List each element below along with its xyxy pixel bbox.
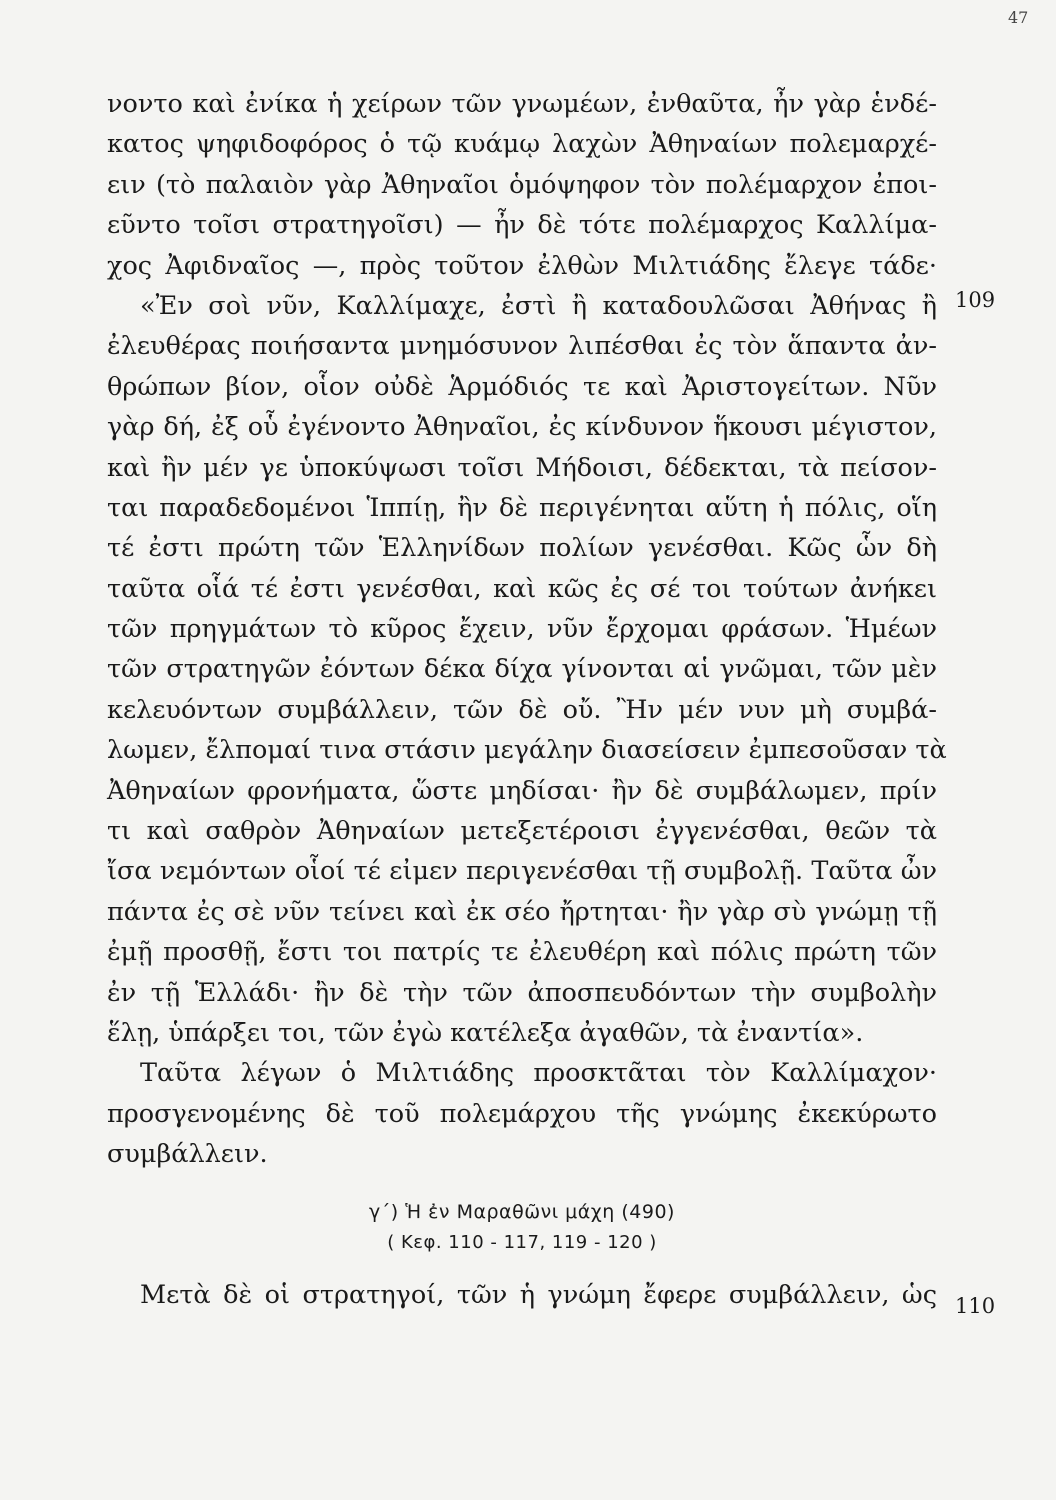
margin-chapter-number: 109 [955,288,996,312]
text-line: θρώπων βίον, οἷον οὐδὲ Ἁρμόδιός τε καὶ Ἀριστογείτων. Νῦν [107,371,937,402]
page-number: 47 [1008,8,1029,27]
text-line: τῶν πρηγμάτων τὸ κῦρος ἔχειν, νῦν ἔρχομαι φράσων. Ἡμέων [107,614,937,645]
text-line: τῶν στρατηγῶν ἐόντων δέκα δίχα γίνονται αἱ γνῶμαι, τῶν μὲν [107,654,937,685]
body-text [107,84,947,1315]
text-line: Ἀθηναίων φρονήματα, ὥστε μηδίσαι· ἢν δὲ συμβάλωμεν, πρίν [107,775,937,806]
section-heading-block [107,1197,937,1259]
text-line: κατος ψηφιδοφόρος ὁ τῷ κυάμῳ λαχὼν Ἀθηναίων πολεμαρχέ- [107,129,937,160]
text-line: χος Ἀφιδναῖος —, πρὸς τοῦτον ἐλθὼν Μιλτιάδης ἔλεγε τάδε· [107,250,937,281]
text-line: ἕλῃ, ὑπάρξει τοι, τῶν ἐγὼ κατέλεξα ἀγαθῶν, τὰ ἐναντία». [107,1017,864,1048]
section-heading: γ΄) Ἡ ἐν Μαραθῶνι μάχη (490) [369,1200,675,1223]
text-line: εῦντο τοῖσι στρατηγοῖσι) — ἦν δὲ τότε πολέμαρχος Καλλίμα- [107,210,937,241]
text-line: ἴσα νεμόντων οἷοί τέ εἰμεν περιγενέσθαι τῇ συμβολῇ. Ταῦτα ὦν [107,856,937,887]
text-line: τέ ἐστι πρώτη τῶν Ἑλληνίδων πολίων γενέσθαι. Κῶς ὧν δὴ [107,533,937,564]
text-line: ἐλευθέρας ποιήσαντα μνημόσυνον λιπέσθαι ἐς τὸν ἅπαντα ἀν- [107,331,937,362]
text-line: πάντα ἐς σὲ νῦν τείνει καὶ ἐκ σέο ἤρτηται· ἢν γὰρ σὺ γνώμῃ τῇ [107,896,937,927]
text-line: Μετὰ δὲ οἱ στρατηγοί, τῶν ἡ γνώμη ἔφερε συμβάλλειν, ὡς [140,1279,937,1310]
text-line: ἐμῇ προσθῇ, ἔστι τοι πατρίς τε ἐλευθέρη καὶ πόλις πρώτη τῶν [107,937,937,968]
text-line: γὰρ δή, ἐξ οὗ ἐγένοντο Ἀθηναῖοι, ἐς κίνδυνον ἥκουσι μέγιστον, [107,412,937,443]
text-line: ἐν τῇ Ἑλλάδι· ἢν δὲ τὴν τῶν ἀποσπευδόντων τὴν συμβολὴν [107,977,937,1008]
text-line: Ταῦτα λέγων ὁ Μιλτιάδης προσκτᾶται τὸν Καλλίμαχον· [140,1058,937,1089]
text-line: κελευόντων συμβάλλειν, τῶν δὲ οὔ. Ἢν μέν νυν μὴ συμβά- [107,694,937,725]
text-line: νοντο καὶ ἐνίκα ἡ χείρων τῶν γνωμέων, ἐνθαῦτα, ἦν γὰρ ἑνδέ- [107,89,937,119]
text-line: καὶ ἢν μέν γε ὑποκύψωσι τοῖσι Μήδοισι, δέδεκται, τὰ πείσον- [107,452,937,483]
text-line: ταῦτα οἷά τέ ἐστι γενέσθαι, καὶ κῶς ἐς σέ τοι τούτων ἀνήκει [107,573,937,604]
text-line: ειν (τὸ παλαιὸν γὰρ Ἀθηναῖοι ὁμόψηφον τὸν πολέμαρχον ἐποι- [107,169,937,200]
margin-chapter-number: 110 [955,1294,996,1318]
text-line: συμβάλλειν. [107,1139,268,1170]
section-subheading: ( Κεφ. 110 - 117, 119 - 120 ) [387,1231,657,1253]
text-line: ται παραδεδομένοι Ἱππίῃ, ἢν δὲ περιγένηται αὕτη ἡ πόλις, οἵη [107,492,937,523]
text-line: «Ἐν σοὶ νῦν, Καλλίμαχε, ἐστὶ ἢ καταδουλῶσαι Ἀθήνας ἢ [140,290,937,321]
text-line: τι καὶ σαθρὸν Ἀθηναίων μετεξετέροισι ἐγγενέσθαι, θεῶν τὰ [107,816,937,847]
text-line: προσγενομένης δὲ τοῦ πολεμάρχου τῆς γνώμης ἐκεκύρωτο [107,1098,937,1129]
text-line: λωμεν, ἔλπομαί τινα στάσιν μεγάλην διασείσειν ἐμπεσοῦσαν τὰ [107,735,947,766]
